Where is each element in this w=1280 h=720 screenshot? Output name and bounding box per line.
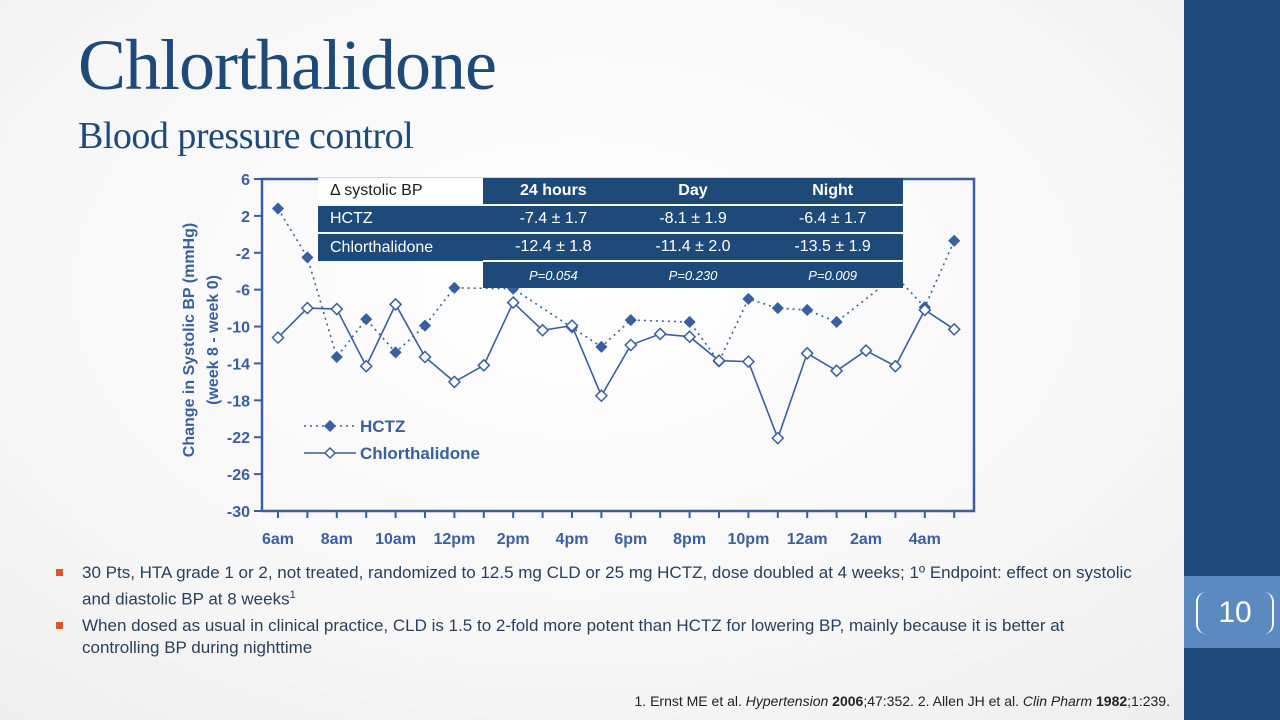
table-pvalue-spacer [318,261,483,288]
y-tick-label: -30 [226,504,250,521]
y-tick-label: -26 [226,467,250,485]
pvalue-24h: P=0.054 [483,261,624,288]
data-point-hctz [332,352,342,362]
bp-summary-table [318,178,903,288]
data-point-chlorthalidone [361,361,372,372]
table-cell: -11.4 ± 2.0 [624,233,763,261]
legend-label: Chlorthalidone [360,444,480,463]
data-point-hctz [302,252,312,262]
bullet-marker-icon [56,569,63,576]
bullet-reference: 1 [289,589,296,601]
x-tick-label: 6pm [614,531,648,548]
table-row [318,233,903,261]
ref-year: 2006 [832,693,864,709]
table-row-label: Chlorthalidone [318,233,483,261]
bullet-item [56,562,1146,611]
data-point-hctz [273,204,283,214]
y-tick-label: -2 [235,245,250,263]
ref-text: 1. Ernst ME et al. [634,693,746,709]
data-point-chlorthalidone [831,365,842,376]
data-point-chlorthalidone [625,340,636,351]
slide-title: Chlorthalidone [78,25,496,105]
data-point-hctz [420,321,430,331]
data-point-hctz [361,314,371,324]
table-row [318,205,903,233]
table-header-day: Day [624,178,763,205]
data-point-hctz [743,294,753,304]
data-point-hctz [802,305,812,315]
bullet-marker-icon [56,622,63,629]
page-number: 10 [1196,592,1274,634]
table-header-24h: 24 hours [483,178,624,205]
data-point-hctz [773,303,783,313]
data-point-chlorthalidone [772,433,783,444]
x-tick-label: 10am [375,531,417,548]
ref-text: ;1:239. [1127,693,1170,709]
x-tick-label: 8am [320,531,353,548]
y-tick-label: -14 [226,356,250,374]
ref-journal: Clin Pharm [1022,693,1093,709]
data-point-hctz [626,315,636,325]
x-tick-label: 4pm [555,531,589,548]
data-point-hctz [949,236,959,246]
table-cell: -7.4 ± 1.7 [483,205,624,233]
table-header-row [318,178,903,205]
data-point-chlorthalidone [802,348,813,359]
x-tick-label: 12am [786,531,828,548]
table-cell: -6.4 ± 1.7 [762,205,903,233]
data-point-chlorthalidone [478,360,489,371]
y-tick-label: 6 [241,172,250,189]
x-tick-label: 12pm [433,531,476,548]
data-point-chlorthalidone [743,356,754,367]
legend-label: HCTZ [360,417,406,436]
y-tick-label: -10 [226,319,250,337]
table-cell: -13.5 ± 1.9 [762,233,903,261]
pvalue-night: P=0.009 [762,261,903,288]
table-pvalue-row [318,261,903,288]
table-header-night: Night [762,178,903,205]
y-tick-label: -18 [226,393,250,411]
bullet-list [56,562,1146,663]
data-point-hctz [685,317,695,327]
table-cell: -8.1 ± 1.9 [624,205,763,233]
y-tick-label: 2 [241,208,250,226]
ref-text: ;47:352. 2. Allen JH et al. [863,693,1023,709]
bullet-text: When dosed as usual in clinical practice, CLD is 1.5 to 2-fold more potent than HCTZ for lowering BP, mainly because it is better at controlling BP during nighttime [82,615,1065,657]
x-tick-label: 2pm [496,531,530,548]
data-point-chlorthalidone [890,361,901,372]
pvalue-day: P=0.230 [624,261,763,288]
data-point-hctz [832,317,842,327]
y-tick-label: -6 [235,282,250,300]
references-footnote [635,693,1170,709]
data-point-chlorthalidone [861,345,872,356]
data-point-chlorthalidone [390,299,401,310]
ref-year: 1982 [1096,693,1128,709]
y-axis-label-sub: (week 8 - week 0) [205,275,222,405]
table-header-label: Δ systolic BP [318,178,483,205]
legend-marker-icon [325,421,335,431]
legend-marker-icon [325,448,335,458]
y-tick-label: -22 [226,430,250,448]
bullet-text: 30 Pts, HTA grade 1 or 2, not treated, randomized to 12.5 mg CLD or 25 mg HCTZ, dose doubled at 4 weeks; 1º Endpoint: effect on systolic and diastolic BP at 8 weeks [82,563,1132,609]
slide-subtitle: Blood pressure control [78,115,414,157]
x-tick-label: 8pm [673,531,707,548]
data-point-chlorthalidone [596,390,607,401]
x-tick-label: 6am [261,531,295,548]
data-point-chlorthalidone [655,328,666,339]
ref-journal: Hypertension [745,693,829,709]
x-tick-label: 4am [908,531,941,548]
x-tick-label: 10pm [727,531,770,548]
data-point-chlorthalidone [331,304,342,315]
x-tick-label: 2am [849,531,883,548]
y-axis-label: Change in Systolic BP (mmHg) [181,222,198,458]
bullet-item [56,615,1146,659]
data-point-chlorthalidone [949,324,960,335]
table-cell: -12.4 ± 1.8 [483,233,624,261]
table-row-label: HCTZ [318,205,483,233]
